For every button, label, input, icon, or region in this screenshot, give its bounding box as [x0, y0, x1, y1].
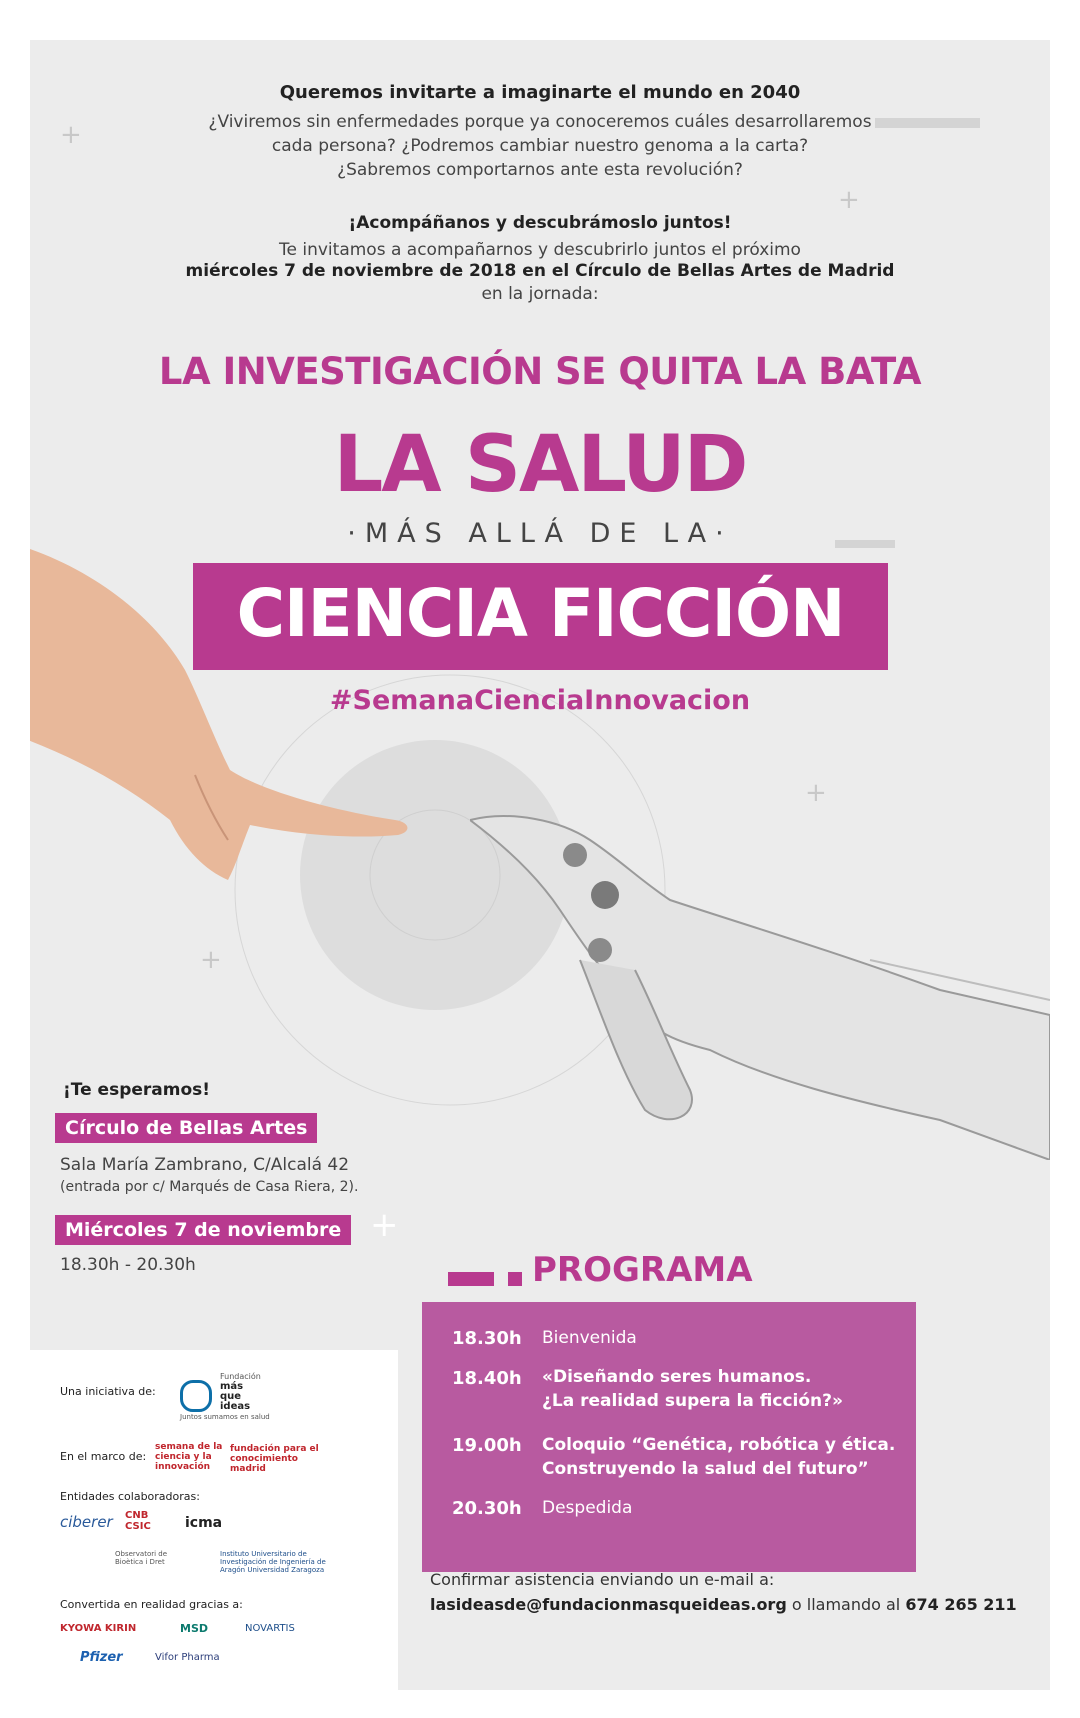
logo-text: que [220, 1391, 242, 1402]
programa-item-time: 20.30h [452, 1498, 522, 1519]
confirm-middle: o llamando al [786, 1595, 906, 1614]
vifor-pharma-logo: Vifor Pharma [155, 1652, 220, 1663]
fundacion-logo [180, 1372, 300, 1422]
programa-item-text: Despedida [542, 1498, 633, 1518]
semana-ciencia-logo: semana de la ciencia y la innovación [155, 1442, 223, 1472]
confirm-contact [430, 1595, 1017, 1614]
programa-title: PROGRAMA [532, 1250, 753, 1290]
poster [30, 40, 1050, 1690]
programa-box [422, 1302, 916, 1572]
place-tag: Círculo de Bellas Artes [55, 1113, 317, 1143]
invite-line-3: en la jornada: [481, 284, 599, 304]
intro-heading: Queremos invitarte a imaginarte el mundo en 2040 [279, 82, 801, 103]
title-la-salud: LA SALUD [333, 420, 747, 510]
invite-line-2: miércoles 7 de noviembre de 2018 en el Círculo de Bellas Artes de Madrid [185, 261, 895, 281]
plus-icon: + [60, 120, 82, 150]
intro-question-3: ¿Sabremos comportarnos ante esta revolución? [337, 160, 743, 180]
realidad-label: Convertida en realidad gracias a: [60, 1598, 243, 1611]
plus-icon: + [805, 778, 827, 808]
hashtag: #SemanaCienciaInnovacion [329, 685, 751, 716]
i3a-logo: Instituto Universitario de Investigación de Ingeniería de Aragón Universidad Zaragoza [220, 1550, 326, 1574]
invite-line-1: Te invitamos a acompañarnos y descubrirlo juntos el próximo [279, 240, 801, 260]
programa-item-time: 19.00h [452, 1435, 522, 1456]
venue-entrance: (entrada por c/ Marqués de Casa Riera, 2). [60, 1179, 359, 1195]
plus-icon: + [370, 1205, 399, 1245]
iniciativa-label: Una iniciativa de: [60, 1385, 156, 1398]
pfizer-logo: Pfizer [80, 1650, 123, 1665]
venue-time: 18.30h - 20.30h [60, 1255, 196, 1275]
programa-bar [508, 1272, 522, 1286]
programa-item-text: «Diseñando seres humanos. [542, 1367, 812, 1387]
title-ciencia-ficcion: CIENCIA FICCIÓN [236, 575, 845, 652]
programa-bar [448, 1272, 494, 1286]
title-mas-alla: ·MÁS ALLÁ DE LA· [347, 518, 733, 549]
programa-item-text: Bienvenida [542, 1328, 637, 1348]
confirm-text: Confirmar asistencia enviando un e-mail a: [430, 1570, 775, 1589]
novartis-logo: NOVARTIS [245, 1623, 295, 1634]
robot-hand-image [470, 800, 1050, 1160]
date-tag: Miércoles 7 de noviembre [55, 1215, 351, 1245]
programa-item-text: Construyendo la salud del futuro” [542, 1459, 869, 1479]
programa-item-text: ¿La realidad supera la ficción?» [542, 1391, 843, 1411]
intro-question-2: cada persona? ¿Podremos cambiar nuestro genoma a la carta? [271, 136, 809, 156]
intro-question-1: ¿Viviremos sin enfermedades porque ya conoceremos cuáles desarrollaremos [208, 112, 872, 132]
plus-icon: + [838, 185, 860, 215]
logo-text: Juntos sumamos en salud [180, 1413, 270, 1421]
plus-logo-icon [180, 1380, 212, 1412]
ciberer-logo: ciberer [60, 1513, 113, 1531]
greeting: ¡Te esperamos! [63, 1080, 211, 1100]
logo-text: ideas [220, 1401, 251, 1412]
icma-logo: icma [185, 1515, 223, 1531]
msd-logo: MSD [180, 1622, 208, 1635]
fundacion-conocimiento-logo: fundación para el conocimiento madrid [230, 1444, 319, 1474]
confirm-email[interactable]: lasideasde@fundacionmasqueideas.org [430, 1595, 787, 1614]
programa-item-time: 18.30h [452, 1328, 522, 1349]
call-to-action: ¡Acompáñanos y descubrámoslo juntos! [348, 213, 732, 233]
observatori-logo: Observatori de Bioètica i Dret [115, 1550, 168, 1566]
logo-text: Fundación [220, 1372, 261, 1381]
colaboradoras-label: Entidades colaboradoras: [60, 1490, 200, 1503]
series-title: LA INVESTIGACIÓN SE QUITA LA BATA [158, 350, 922, 393]
logo-text: más [220, 1381, 244, 1392]
sponsors-panel [30, 1350, 398, 1690]
programa-item-text: Coloquio “Genética, robótica y ética. [542, 1435, 896, 1455]
marco-label: En el marco de: [60, 1450, 147, 1463]
cnb-csic-logo: CNB CSIC [125, 1510, 151, 1532]
venue-room: Sala María Zambrano, C/Alcalá 42 [60, 1155, 350, 1175]
confirm-phone[interactable]: 674 265 211 [905, 1595, 1017, 1614]
kyowa-kirin-logo: KYOWA KIRIN [60, 1623, 137, 1634]
programa-item-time: 18.40h [452, 1368, 522, 1389]
plus-icon: + [200, 945, 222, 975]
